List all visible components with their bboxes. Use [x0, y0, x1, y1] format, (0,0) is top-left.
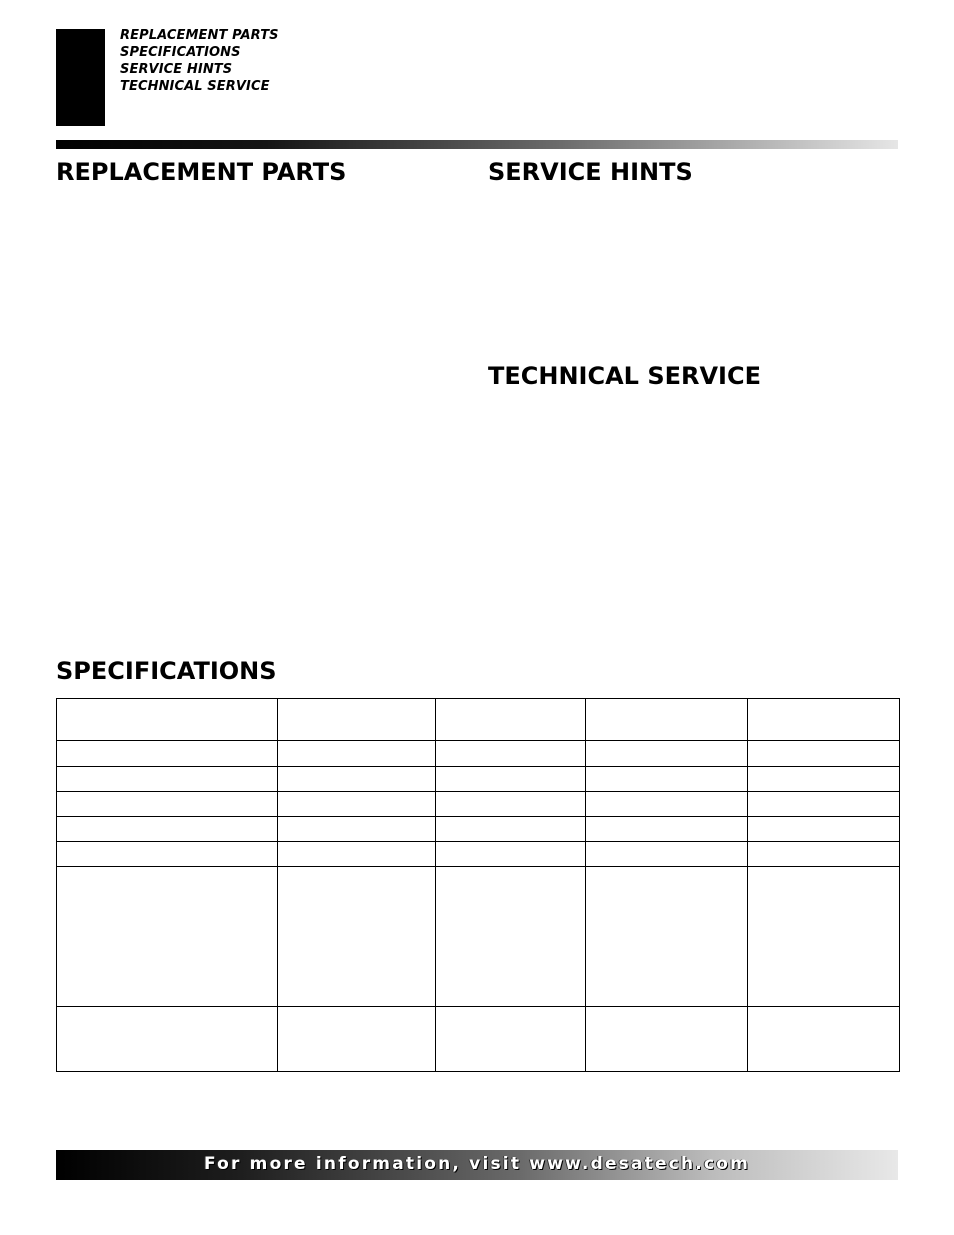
footer-banner [56, 1150, 898, 1180]
table-cell [436, 767, 586, 792]
table-row [57, 867, 900, 1006]
table-cell [57, 1006, 278, 1071]
table-cell [748, 842, 900, 867]
table-cell [748, 867, 900, 1006]
table-cell [748, 1006, 900, 1071]
table-cell [436, 741, 586, 767]
table-cell [586, 767, 748, 792]
section-tab-marker [56, 29, 105, 126]
table-cell [57, 741, 278, 767]
specifications-table [56, 698, 900, 1072]
table-cell [586, 699, 748, 741]
replacement-parts-heading: REPLACEMENT PARTS [56, 158, 347, 186]
table-row [57, 767, 900, 792]
table-cell [748, 817, 900, 842]
technical-service-heading: TECHNICAL SERVICE [488, 362, 761, 390]
table-row [57, 792, 900, 817]
table-cell [586, 817, 748, 842]
table-cell [57, 767, 278, 792]
table-cell [748, 792, 900, 817]
header-gradient-rule [56, 140, 898, 149]
table-cell [278, 842, 436, 867]
table-cell [57, 792, 278, 817]
table-cell [586, 1006, 748, 1071]
table-cell [278, 741, 436, 767]
table-cell [436, 699, 586, 741]
table-cell [586, 741, 748, 767]
table-cell [586, 867, 748, 1006]
table-cell [748, 699, 900, 741]
section-index-item: SERVICE HINTS [120, 62, 233, 77]
table-cell [748, 741, 900, 767]
table-cell [436, 842, 586, 867]
section-index [120, 27, 279, 95]
table-cell [57, 867, 278, 1006]
footer-website-text: For more information, visit www.desatech.com [203, 1154, 751, 1174]
service-hints-heading: SERVICE HINTS [488, 158, 693, 186]
specifications-heading: SPECIFICATIONS [56, 657, 277, 685]
table-cell [278, 867, 436, 1006]
table-cell [57, 842, 278, 867]
table-cell [57, 817, 278, 842]
table-row [57, 817, 900, 842]
table-cell [586, 842, 748, 867]
table-cell [278, 699, 436, 741]
section-index-item: TECHNICAL SERVICE [120, 79, 270, 94]
table-cell [436, 817, 586, 842]
table-cell [436, 1006, 586, 1071]
table-cell [436, 867, 586, 1006]
table-cell [278, 1006, 436, 1071]
table-cell [748, 767, 900, 792]
table-cell [436, 792, 586, 817]
table-header-row [57, 699, 900, 741]
table-row [57, 842, 900, 867]
table-row [57, 1006, 900, 1071]
section-index-item: SPECIFICATIONS [120, 45, 241, 60]
table-cell [586, 792, 748, 817]
table-cell [278, 767, 436, 792]
table-row [57, 741, 900, 767]
table-cell [57, 699, 278, 741]
table-cell [278, 792, 436, 817]
table-cell [278, 817, 436, 842]
section-index-item: REPLACEMENT PARTS [120, 28, 279, 43]
